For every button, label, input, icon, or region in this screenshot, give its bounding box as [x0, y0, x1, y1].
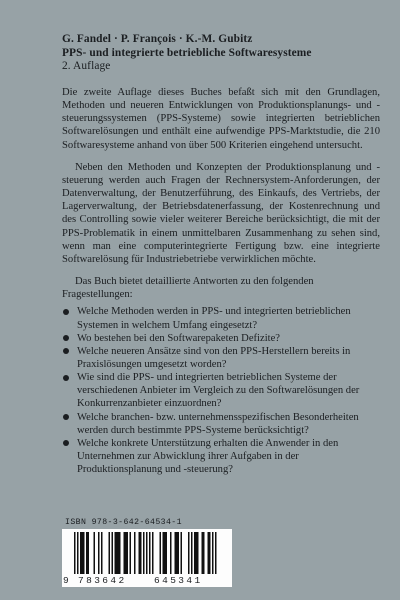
question-text: Welche Methoden werden in PPS- und integrierten betrieblichen Systemen in welchem Umfang eingesetzt?: [77, 306, 351, 331]
question-item: [62, 437, 380, 476]
book-title: PPS- und integrierte betriebliche Softwaresysteme: [62, 46, 312, 59]
isbn-label: ISBN 978-3-642-64534-1: [65, 518, 182, 527]
barcode-bar: [140, 532, 142, 575]
barcode-bar: [203, 532, 205, 575]
question-text: Welche konkrete Unterstützung erhalten die Anwender in den Unternehmen zur Abwicklung ihrer Aufgaben in der Produktionsplanung und -steuerung?: [77, 437, 339, 476]
barcode-bar: [124, 532, 126, 575]
barcode-bar: [209, 532, 211, 575]
paragraph-intro: Die zweite Auflage dieses Buches befaßt sich mit den Grundlagen, Methoden und neueren Entwicklungen von Produktionsplanungs- und -steuerungssystemen (PPS-Systeme) sowie integrierten betrieblichen Softwarelösungen und enthält eine aufwendige PPS-Marktstudie, die 210 Softwaresysteme anhand von über 500 Kriterien eingehend untersucht.: [62, 87, 380, 151]
barcode-bar: [191, 532, 193, 575]
barcode-bar: [77, 532, 79, 575]
barcode-bar: [188, 532, 190, 575]
question-text: Welche branchen- bzw. unternehmensspezifischen Besonderheiten werden durch bestimmte PPS-Systeme berücksichtigt?: [77, 411, 359, 436]
barcode-bar: [197, 532, 199, 575]
barcode-bar: [80, 532, 82, 575]
barcode-bar: [82, 532, 84, 575]
barcode-bar: [175, 532, 177, 575]
barcode-bar: [130, 532, 132, 575]
barcode-bar: [115, 532, 117, 575]
barcode-bar: [143, 532, 145, 575]
barcode-bar: [215, 532, 217, 575]
barcode-bar: [196, 532, 198, 575]
question-text: Wo bestehen bei den Softwarepaketen Defizite?: [77, 332, 280, 344]
barcode-bar: [194, 532, 196, 575]
question-text: Welche neueren Ansätze sind von den PPS-Herstellern bereits in Praxislösungen umgesetzt worden?: [77, 345, 351, 370]
isbn-barcode: [62, 518, 232, 588]
barcode-bar: [160, 532, 162, 575]
bullet-icon: [63, 348, 69, 354]
question-item: [62, 411, 380, 437]
blurb: [62, 86, 380, 476]
barcode-bar: [119, 532, 121, 575]
bullet-icon: [63, 309, 69, 315]
barcode-digits-left: 783642: [78, 575, 127, 586]
barcode-bar: [170, 532, 172, 575]
bullet-icon: [63, 414, 69, 420]
barcode-digits-right: 645341: [154, 575, 203, 586]
barcode-bar: [83, 532, 85, 575]
cover-header: [62, 33, 382, 74]
question-item: [62, 332, 380, 345]
barcode-bar: [149, 532, 151, 575]
barcode-bar: [146, 532, 148, 575]
barcode-bar: [166, 532, 168, 575]
barcode-bar: [86, 532, 88, 575]
barcode-bar: [164, 532, 166, 575]
barcode-bar: [94, 532, 96, 575]
question-item: [62, 305, 380, 331]
barcode-bar: [139, 532, 141, 575]
barcode-bar: [98, 532, 100, 575]
barcode-bar: [134, 532, 136, 575]
questions-intro: Das Buch bietet detaillierte Antworten zu den folgenden Fragestellungen:: [62, 276, 314, 301]
questions-list: [62, 305, 380, 476]
authors: G. Fandel · P. François · K.-M. Gubitz: [62, 33, 253, 45]
bullet-icon: [63, 335, 69, 341]
question-item: [62, 345, 380, 371]
edition: 2. Auflage: [62, 60, 111, 72]
barcode-bar: [152, 532, 154, 575]
barcode-bar: [181, 532, 183, 575]
barcode-bars: [62, 529, 232, 575]
barcode-bar: [74, 532, 76, 575]
barcode-bar: [178, 532, 180, 575]
barcode-bar: [176, 532, 178, 575]
barcode-bar: [163, 532, 165, 575]
question-item: [62, 371, 380, 410]
barcode-bar: [109, 532, 111, 575]
barcode-bar: [208, 532, 210, 575]
question-text: Wie sind die PPS- und integrierten betrieblichen Systeme der verschiedenen Anbieter im Vergleich zu den Softwarelösungen der Konkurrenzanbieter einzuordnen?: [77, 372, 360, 410]
bullet-icon: [63, 440, 69, 446]
barcode-bar: [127, 532, 129, 575]
barcode-bar: [125, 532, 127, 575]
barcode-number: [62, 574, 232, 587]
barcode-bar: [212, 532, 214, 575]
bullet-icon: [63, 375, 69, 381]
barcode-bar: [116, 532, 118, 575]
barcode-bar: [88, 532, 90, 575]
barcode-bar: [118, 532, 120, 575]
barcode-bar: [112, 532, 114, 575]
barcode-digit-first: 9: [63, 575, 69, 586]
paragraph-topics: Neben den Methoden und Konzepten der Produktionsplanung und -steuerung werden auch Fragen der Rechnersystem-Anforderungen, der Datenverwaltung, der Benutzerführung, des Einkaufs, des Vertriebs, der Lagerverwaltung, der Betriebsdatenerfassung, der Kostenrechnung und des Controlling sowie vieler weiterer Bereiche berücksichtigt, die mit der PPS-Problematik in einem unmittelbaren Zusammenhang zu sehen sind, wenn man eine computerintegrierte Fertigung bzw. eine integrierte Softwarelösung für Industriebetriebe verwirklichen möchte.: [62, 161, 380, 265]
barcode-bar: [101, 532, 103, 575]
barcode-bar: [202, 532, 204, 575]
